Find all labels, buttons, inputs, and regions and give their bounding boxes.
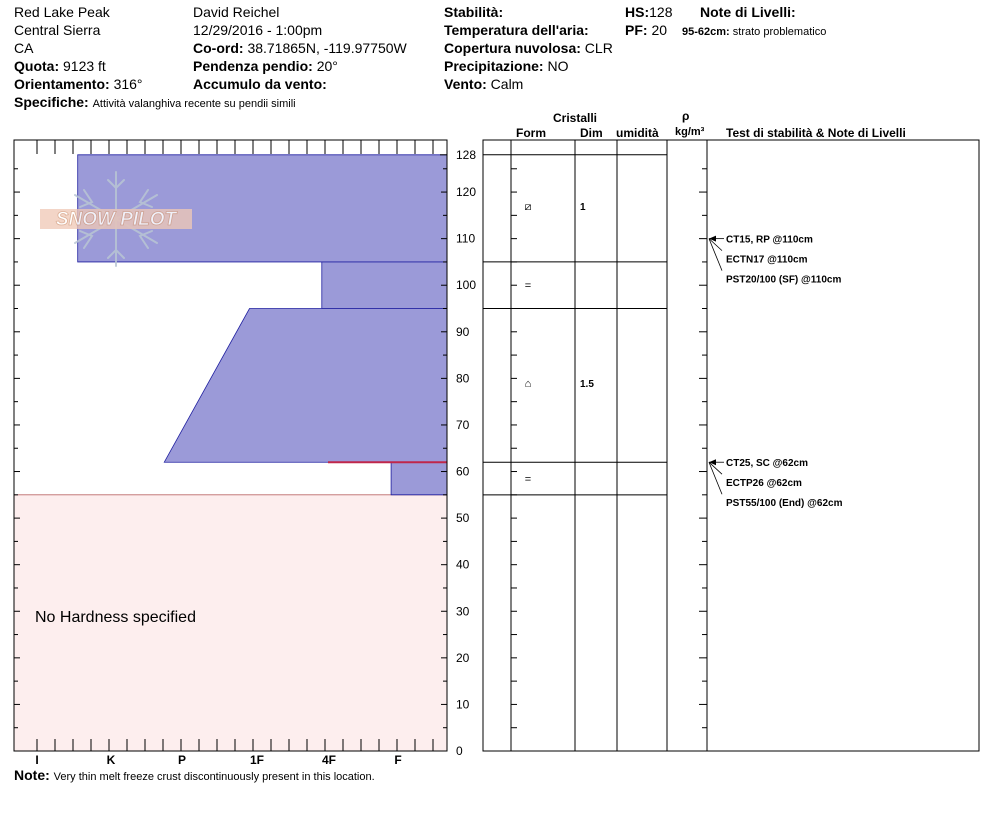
logo-text: SNOW PILOT [55,209,177,230]
sky-label: Copertura nuvolosa: [444,40,581,56]
grain-form-symbol: = [524,280,532,293]
grain-entries [525,201,595,485]
grain-size-value: 1 [580,202,586,214]
stability-label: Stabilità: [444,4,504,20]
size-header: Dim [580,126,603,140]
hardness-axis-labels [35,753,401,767]
pf-label: PF: [625,22,648,38]
mountain-range: Central Sierra [14,22,101,38]
pf-value: 20 [651,22,668,38]
aspect-label: Orientamento: [14,76,110,92]
coordinates-value: 38.71865N, -119.97750W [247,40,407,56]
wind-label: Vento: [444,76,487,92]
height-tick-label: 0 [456,744,463,758]
height-tick-label: 90 [456,324,470,339]
layer-note-range: 95-62cm: [682,26,730,38]
height-tick-label: 70 [456,417,470,432]
state: CA [14,40,34,56]
grain-form-symbol: = [524,473,532,486]
location-name: Red Lake Peak [14,4,110,20]
moisture-header: umidità [616,126,659,140]
layer-note-text: strato problematico [732,26,827,38]
layer-table [483,140,979,751]
hardness-layers [78,155,447,495]
height-tick-label: 30 [456,604,470,619]
stability-test-label: CT25, SC @62cm [726,458,809,470]
stability-test-label: PST20/100 (SF) @110cm [726,274,842,286]
hardness-layer [164,309,447,463]
slope-label: Pendenza pendio: [193,58,313,74]
hardness-tick-label: K [106,753,116,767]
layer-notes-label: Note di Livelli: [700,4,796,20]
stability-tests-header: Test di stabilità & Note di Livelli [726,126,906,140]
observation-datetime: 12/29/2016 - 1:00pm [193,22,323,38]
height-tick-label: 110 [456,231,476,246]
no-hardness-label: No Hardness specified [35,609,196,626]
wind-value: Calm [490,76,524,92]
stability-test-entries [709,235,843,510]
table-border [483,140,979,751]
hardness-layer [391,462,447,495]
sky-value: CLR [584,40,613,56]
elevation-label: Quota: [14,58,60,74]
stability-test-label: ECTP26 @62cm [726,478,802,490]
height-tick-label: 80 [456,371,470,386]
specifics-value: Attività valanghiva recente su pendii simili [92,98,296,110]
height-tick-label: 10 [456,697,470,712]
wind-loading-label: Accumulo da vento: [193,76,327,92]
stability-test-label: CT15, RP @110cm [726,234,813,246]
coordinates-label: Co-ord: [193,40,244,56]
height-tick-label: 100 [456,278,477,293]
height-tick-label: 128 [456,147,477,162]
air-temp-label: Temperatura dell'aria: [444,22,589,38]
density-unit-header: kg/m³ [675,126,705,138]
note-text: Very thin melt freeze crust discontinuously present in this location. [53,771,375,783]
elevation-value: 9123 ft [63,58,106,74]
slope-value: 20° [316,58,338,74]
form-header: Form [516,126,546,140]
footer-note [14,767,375,785]
height-tick-label: 50 [456,511,470,526]
hs-value: 128 [649,4,673,20]
hardness-tick-label: F [394,753,402,767]
height-axis-labels [456,148,476,758]
height-tick-label: 40 [456,557,470,572]
stability-test-label: PST55/100 (End) @62cm [726,498,843,510]
hardness-tick-label: I [35,753,39,767]
grain-form-symbol: ⧄ [524,201,532,214]
aspect-value: 316° [113,76,143,92]
precip-label: Precipitazione: [444,58,544,74]
hardness-layer [322,262,447,309]
hs-label: HS: [625,4,650,20]
height-tick-label: 20 [456,650,470,665]
grain-size-value: 1.5 [580,379,594,391]
rho-header: ρ [682,109,690,123]
precip-value: NO [547,58,569,74]
test-pointer-line [709,462,722,494]
grain-form-symbol: ⌂ [524,378,532,391]
hardness-tick-label: 4F [321,753,337,767]
observer-name: David Reichel [193,4,280,20]
height-tick-label: 60 [456,464,470,479]
hardness-tick-label: P [177,753,187,767]
specifics-label: Specifiche: [14,94,89,110]
note-label: Note: [14,767,50,783]
crystals-header: Cristalli [553,111,598,125]
height-tick-label: 120 [456,185,477,200]
hardness-tick-label: 1F [249,753,265,767]
test-pointer-line [709,239,722,271]
stability-test-label: ECTN17 @110cm [726,254,808,266]
